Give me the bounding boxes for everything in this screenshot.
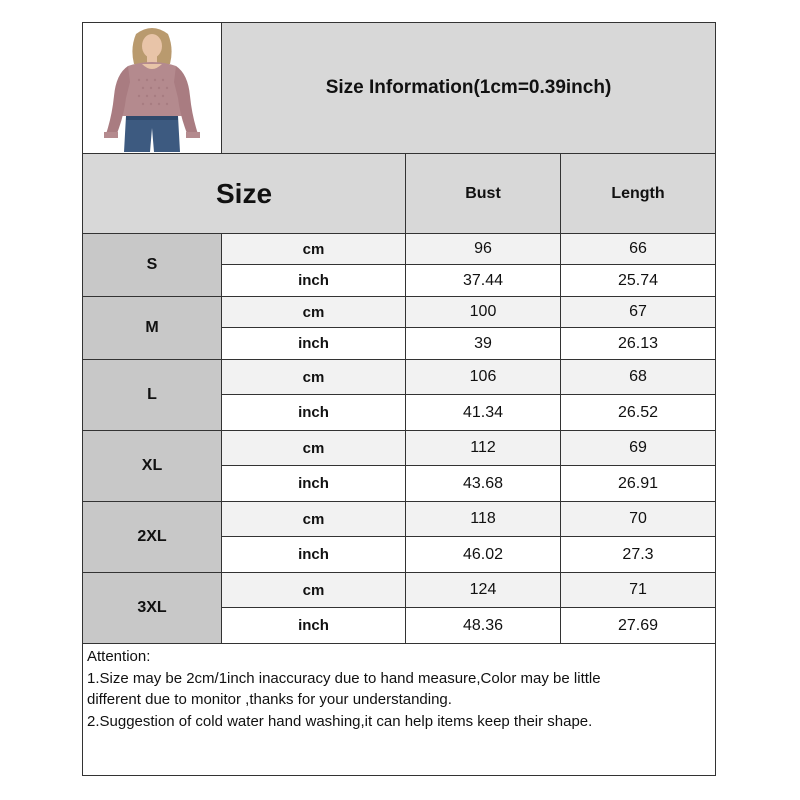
bust-cm-value-cell — [405, 572, 560, 607]
notes-line-2: different due to monitor ,thanks for your understanding. — [87, 691, 452, 708]
length-inch-value: 26.52 — [617, 403, 659, 421]
unit-cm: cm — [302, 581, 325, 599]
page-title: Size Information(1cm=0.39inch) — [325, 77, 612, 98]
bust-inch-value: 39 — [474, 334, 492, 352]
length-inch-value-cell — [560, 536, 715, 572]
length-inch-value: 26.13 — [617, 334, 659, 352]
unit-inch-cell — [221, 264, 405, 296]
bust-header: Bust — [465, 184, 501, 202]
length-cm-value-cell — [560, 501, 715, 536]
length-cm-value-cell — [560, 296, 715, 327]
length-cm-value-cell — [560, 430, 715, 465]
bust-cm-value-cell — [405, 430, 560, 465]
length-header: Length — [611, 184, 665, 202]
bust-cm-value-cell — [405, 296, 560, 327]
length-cm-value-cell — [560, 572, 715, 607]
model-illustration — [84, 24, 221, 152]
unit-inch: inch — [298, 404, 329, 421]
unit-inch-cell — [221, 394, 405, 430]
size-label-cell — [83, 233, 221, 296]
unit-cm-cell — [221, 233, 405, 264]
unit-cm-cell — [221, 501, 405, 536]
attention-notes — [83, 643, 715, 775]
length-inch-value: 27.3 — [622, 545, 654, 563]
length-cm-value: 69 — [629, 439, 647, 456]
unit-cm: cm — [302, 303, 325, 321]
notes-line-3: 2.Suggestion of cold water hand washing,it can help items keep their shape. — [87, 712, 593, 730]
length-cm-value-cell — [560, 359, 715, 394]
length-header-cell — [560, 153, 715, 233]
length-inch-value: 26.91 — [617, 474, 659, 492]
length-inch-value-cell — [560, 465, 715, 501]
size-label: 3XL — [137, 599, 167, 616]
unit-cm-cell — [221, 296, 405, 327]
length-inch-value-cell — [560, 327, 715, 359]
bust-inch-value-cell — [405, 264, 560, 296]
bust-inch-value: 46.02 — [462, 545, 504, 563]
title-cell — [221, 23, 715, 153]
unit-inch: inch — [298, 617, 329, 634]
length-cm-value: 66 — [629, 240, 647, 257]
length-inch-value: 27.69 — [617, 616, 659, 634]
bust-cm-value: 118 — [470, 510, 496, 527]
length-inch-value-cell — [560, 607, 715, 643]
bust-inch-value-cell — [405, 394, 560, 430]
length-cm-value: 68 — [629, 368, 647, 385]
unit-inch-cell — [221, 465, 405, 501]
unit-cm-cell — [221, 359, 405, 394]
unit-inch-cell — [221, 536, 405, 572]
size-label: S — [146, 256, 158, 273]
notes-line-1: 1.Size may be 2cm/1inch inaccuracy due to hand measure,Color may be little — [87, 669, 601, 687]
size-header: Size — [215, 177, 273, 209]
bust-inch-value-cell — [405, 465, 560, 501]
length-cm-value: 70 — [629, 510, 647, 527]
product-photo — [84, 24, 221, 152]
bust-cm-value: 124 — [469, 581, 497, 598]
unit-inch: inch — [298, 475, 329, 492]
bust-header-cell — [405, 153, 560, 233]
bust-inch-value-cell — [405, 536, 560, 572]
unit-inch: inch — [298, 546, 329, 563]
size-label: M — [145, 319, 159, 336]
unit-cm-cell — [221, 430, 405, 465]
size-label: XL — [141, 457, 163, 474]
bust-inch-value: 41.34 — [462, 403, 504, 421]
size-header-cell — [83, 153, 405, 233]
size-label: L — [147, 386, 157, 403]
bust-inch-value: 48.36 — [462, 616, 504, 634]
bust-inch-value: 43.68 — [462, 474, 504, 492]
bust-cm-value-cell — [405, 501, 560, 536]
length-cm-value-cell — [560, 233, 715, 264]
size-label-cell — [83, 501, 221, 572]
notes-heading: Attention: — [87, 648, 151, 665]
unit-cm: cm — [302, 439, 325, 457]
size-label-cell — [83, 430, 221, 501]
size-label-cell — [83, 296, 221, 359]
bust-cm-value: 106 — [469, 368, 497, 385]
unit-cm: cm — [302, 368, 325, 386]
bust-inch-value-cell — [405, 327, 560, 359]
unit-inch-cell — [221, 607, 405, 643]
bust-cm-value: 100 — [469, 303, 497, 320]
length-inch-value: 25.74 — [617, 271, 659, 289]
length-inch-value-cell — [560, 264, 715, 296]
bust-inch-value-cell — [405, 607, 560, 643]
unit-inch: inch — [298, 272, 329, 289]
size-chart — [82, 22, 716, 776]
length-cm-value: 71 — [629, 581, 647, 598]
size-label-cell — [83, 572, 221, 643]
bust-cm-value: 96 — [474, 240, 492, 257]
unit-cm: cm — [302, 240, 325, 258]
unit-cm: cm — [302, 510, 325, 528]
length-inch-value-cell — [560, 394, 715, 430]
bust-cm-value: 112 — [470, 439, 496, 456]
size-label: 2XL — [137, 528, 167, 545]
size-label-cell — [83, 359, 221, 430]
unit-inch-cell — [221, 327, 405, 359]
unit-inch: inch — [298, 335, 329, 352]
unit-cm-cell — [221, 572, 405, 607]
bust-cm-value-cell — [405, 359, 560, 394]
bust-cm-value-cell — [405, 233, 560, 264]
length-cm-value: 67 — [629, 303, 647, 320]
bust-inch-value: 37.44 — [462, 271, 504, 289]
